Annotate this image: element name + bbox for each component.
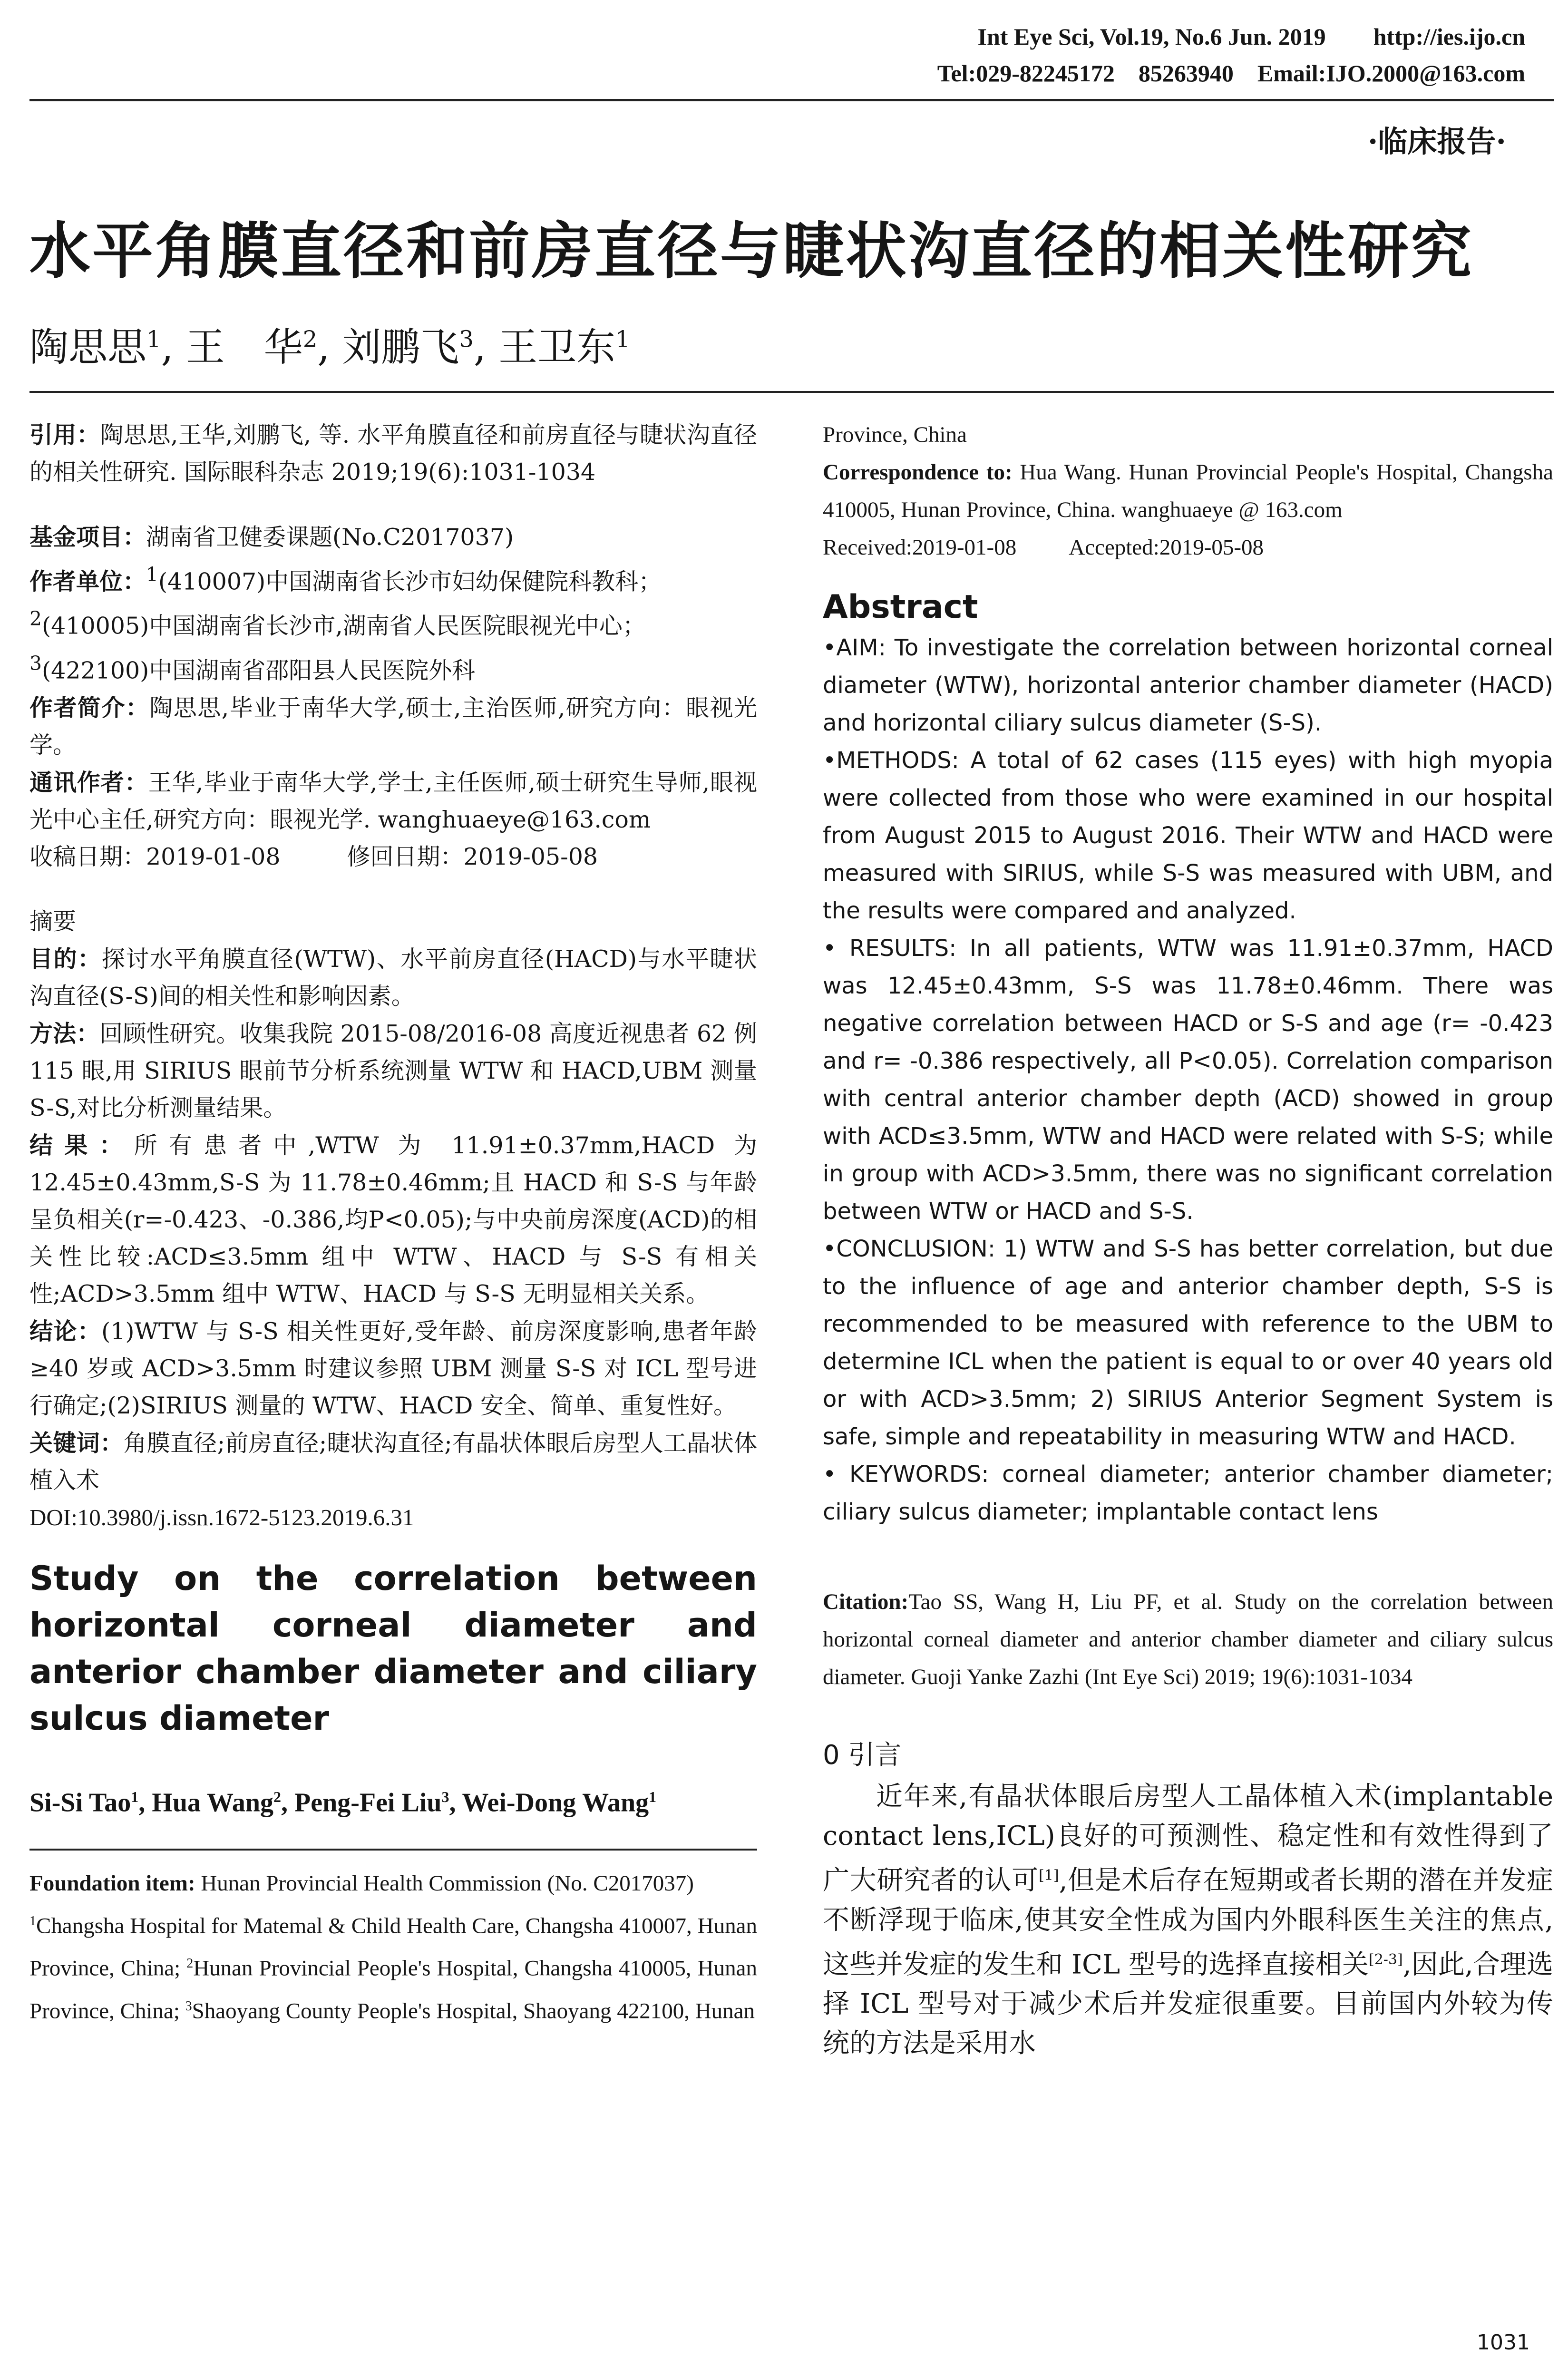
english-corr-text: Hua Wang. Hunan Provincial People's Hospital, Changsha 410005, Hunan Province, China. wanghuaeye @ 163.com <box>823 460 1553 522</box>
citation-cn <box>29 416 757 491</box>
methods-label: 方法： <box>29 1019 100 1047</box>
english-author-mark: 1 <box>649 1788 657 1805</box>
english-author-list: Si-Si Tao$^1$, Hua Wang$^2$, Peng-Fei Liu$^3$, Wei-Dong Wang$^1$ <box>29 1788 657 1818</box>
revised-date: 修回日期：2019-05-08 <box>347 843 598 870</box>
english-author-name: Hua Wang <box>152 1788 274 1818</box>
english-affiliation-3: Shaoyang County People's Hospital, Shaoyang 422100, Hunan <box>192 1998 755 2024</box>
bio-text: 陶思思,毕业于南华大学,硕士,主治医师,研究方向：眼视光学。 <box>29 694 757 759</box>
fund-text: 湖南省卫健委课题(No.C2017037) <box>146 524 514 551</box>
aim-cn <box>29 940 757 1015</box>
section-tag: ·临床报告· <box>1367 124 1506 159</box>
english-keywords: • KEYWORDS: corneal diameter; anterior chamber diameter; ciliary sulcus diameter; implantable contact lens <box>823 1461 1553 1525</box>
correspondence-cn <box>29 764 757 838</box>
results-cn <box>29 1127 757 1313</box>
author-affiliation-mark: 1 <box>146 326 161 353</box>
english-foundation-text: Hunan Provincial Health Commission (No. C2017037) <box>195 1870 694 1896</box>
keywords-cn <box>29 1424 757 1499</box>
introduction-heading: 0 引言 <box>823 1740 902 1771</box>
english-title: Study on the correlation between horizontal corneal diameter and anterior chamber diameter and ciliary sulcus diameter <box>29 1559 757 1738</box>
corr-label: 通讯作者： <box>29 768 148 796</box>
abstract-heading-cn: 摘要 <box>29 907 77 935</box>
header-rule <box>29 99 1554 101</box>
english-affiliation-2: Hunan Provincial People's Hospital, Changsha 410005, Hunan Province, China; <box>29 1956 757 2024</box>
affiliation-2: (410005)中国湖南省长沙市,湖南省人民医院眼视光中心； <box>41 612 646 640</box>
right-column <box>823 416 1553 2063</box>
english-affiliation-continued: Province, China <box>823 422 967 447</box>
left-column <box>29 416 757 2030</box>
english-citation-label: Citation: <box>823 1589 909 1614</box>
english-foundation-label: Foundation item: <box>29 1870 195 1896</box>
conclusion-label: 结论： <box>29 1317 102 1345</box>
english-corr-label: Correspondence to: <box>823 460 1013 485</box>
keywords-text: 角膜直径;前房直径;睫状沟直径;有晶状体眼后房型人工晶状体植入术 <box>29 1429 757 1494</box>
english-affiliation-1: Changsha Hospital for Matemal & Child Health Care, Changsha 410007, Hunan Province, China; <box>29 1913 757 1981</box>
affiliations-cn: 作者单位：$^1$(410007)中国湖南省长沙市妇幼保健院科教科； $^2$(410005)中国湖南省长沙市,湖南省人民医院眼视光中心； $^3$(422100)中国湖南省邵阳县人民医院外科 <box>29 563 662 684</box>
english-results: • RESULTS: In all patients, WTW was 11.91±0.37mm, HACD was 12.45±0.43mm, S-S was 11.78±0.46mm. There was negative correlation between HACD or S-S and age (r= -0.423 and r= -0.386 respectively, all P<0.05). Correlation comparison with central anterior chamber depth (ACD) showed in group with ACD≤3.5mm, WTW and HACD were related with S-S; while in group with ACD>3.5mm, there was no significant correlation between WTW or HACD and S-S. <box>823 935 1553 1225</box>
english-foundation <box>29 1865 757 1902</box>
citation-text: 陶思思,王华,刘鹏飞, 等. 水平角膜直径和前房直径与睫状沟直径的相关性研究. 国际眼科杂志 2019;19(6):1031-1034 <box>29 421 757 486</box>
author-affiliation-mark: 1 <box>615 326 630 353</box>
english-received: Received:2019-01-08 <box>823 535 1017 560</box>
results-label: 结果： <box>29 1131 134 1159</box>
page-number: 1031 <box>1477 2330 1530 2355</box>
introduction-text: 近年来,有晶状体眼后房型人工晶体植入术(implantable contact lens,ICL)良好的可预测性、稳定性和有效性得到了广大研究者的认可[1],但是术后存在短期或者长期的潜在并发症不断浮现于临床,使其安全性成为国内外眼科医生关注的焦点,这些并发症的发生和 ICL 型号的选择直接相关[2-3],因此,合理选择 ICL 型号对于减少术后并发症很重要。目前国内外较为传统的方法是采用水 <box>823 1781 1553 2059</box>
author-name: 陶思思 <box>29 325 147 370</box>
affiliation-3: (422100)中国湖南省邵阳县人民医院外科 <box>41 656 476 684</box>
aim-label: 目的： <box>29 945 102 973</box>
author-name: 刘鹏飞 <box>342 325 459 370</box>
author-bio-cn <box>29 689 757 764</box>
author-name: 王 华 <box>185 325 303 370</box>
english-affiliations: $^1$Changsha Hospital for Matemal & Child Health Care, Changsha 410007, Hunan Province, China; $^2$Hunan Provincial People's Hospital, Changsha 410005, Hunan Province, China; $^3$Shaoyang County People's Hospital, Shaoyang 422100, Hunan <box>29 1913 757 2024</box>
author-name: 王卫东 <box>498 325 616 370</box>
author-affiliation-mark: 2 <box>302 326 318 353</box>
title-rule <box>29 391 1554 393</box>
author-affiliation-mark: 3 <box>459 326 474 353</box>
affiliation-1: (410007)中国湖南省长沙市妇幼保健院科教科； <box>158 568 662 595</box>
english-author-mark: 2 <box>273 1788 282 1805</box>
affiliation-label: 作者单位： <box>29 567 146 595</box>
english-methods: •METHODS: A total of 62 cases (115 eyes) with high myopia were collected from those who were examined in our hospital from August 2015 to August 2016. Their WTW and HACD were measured with SIRIUS, while S-S was measured with UBM, and the results were compared and analyzed. <box>823 747 1553 924</box>
fund-label: 基金项目： <box>29 523 146 551</box>
english-correspondence <box>823 454 1553 529</box>
article-title: 水平角膜直径和前房直径与睫状沟直径的相关性研究 <box>29 215 1474 287</box>
results-text: 所有患者中,WTW 为 11.91±0.37mm,HACD 为 12.45±0.43mm,S-S 为 11.78±0.46mm;且 HACD 和 S-S 与年龄呈负相关(r=-0.423、-0.386,均P<0.05);与中央前房深度(ACD)的相关性比较:ACD≤3.5mm 组中 WTW、HACD 与 S-S 有相关性;ACD>3.5mm 组中 WTW、HACD 与 S-S 无明显相关关系。 <box>29 1131 757 1307</box>
reference-mark: [2-3] <box>1369 1951 1403 1968</box>
author-list: 陶思思$^1$, 王 华$^2$, 刘鹏飞$^3$, 王卫东$^1$ <box>29 325 630 370</box>
english-author-mark: 1 <box>131 1788 139 1805</box>
corr-text: 王华,毕业于南华大学,学士,主任医师,硕士研究生导师,眼视光中心主任,研究方向：眼视光学. wanghuaeye@163.com <box>29 769 757 833</box>
received-date: 收稿日期：2019-01-08 <box>29 843 281 870</box>
methods-cn <box>29 1015 757 1127</box>
keywords-label: 关键词： <box>29 1429 124 1457</box>
english-citation-text: Tao SS, Wang H, Liu PF, et al. Study on the correlation between horizontal corneal diameter and anterior chamber diameter and ciliary sulcus diameter. Guoji Yanke Zazhi (Int Eye Sci) 2019; 19(6):1031-1034 <box>823 1589 1553 1689</box>
fund-cn <box>29 518 757 556</box>
english-aim: •AIM: To investigate the correlation between horizontal corneal diameter (WTW), horizontal anterior chamber diameter (HACD) and horizontal ciliary sulcus diameter (S-S). <box>823 634 1553 736</box>
english-author-name: Si-Si Tao <box>29 1788 131 1818</box>
conclusion-text: (1)WTW 与 S-S 相关性更好,受年龄、前房深度影响,患者年龄≥40 岁或 ACD>3.5mm 时建议参照 UBM 测量 S-S 对 ICL 型号进行确定;(2)SIRIUS 测量的 WTW、HACD 安全、简单、重复性好。 <box>29 1317 757 1419</box>
journal-header-line2: Tel:029-82245172 85263940 Email:IJO.2000@163.com <box>937 60 1525 87</box>
english-author-name: Peng-Fei Liu <box>294 1788 442 1818</box>
english-author-name: Wei-Dong Wang <box>462 1788 649 1818</box>
methods-text: 回顾性研究。收集我院 2015-08/2016-08 高度近视患者 62 例 115 眼,用 SIRIUS 眼前节分析系统测量 WTW 和 HACD,UBM 测量 S-S,对比分析测量结果。 <box>29 1020 757 1121</box>
english-dates <box>823 529 1553 566</box>
journal-header-line1: Int Eye Sci, Vol.19, No.6 Jun. 2019 http://ies.ijo.cn <box>977 23 1525 50</box>
reference-mark: [1] <box>1039 1867 1059 1884</box>
bio-label: 作者简介： <box>29 693 150 721</box>
english-citation <box>823 1583 1553 1696</box>
dates-cn <box>29 838 757 876</box>
english-abstract-heading: Abstract <box>823 588 978 626</box>
english-accepted: Accepted:2019-05-08 <box>1069 535 1264 560</box>
doi: DOI:10.3980/j.issn.1672-5123.2019.6.31 <box>29 1504 414 1530</box>
english-conclusion: •CONCLUSION: 1) WTW and S-S has better correlation, but due to the influence of age and anterior chamber depth, S-S is recommended to be measured with reference to the UBM to determine ICL when the patient is equal to or over 40 years old or with ACD>3.5mm; 2) SIRIUS Anterior Segment System is safe, simple and repeatability in measuring WTW and HACD. <box>823 1236 1553 1450</box>
english-author-mark: 3 <box>441 1788 449 1805</box>
conclusion-cn <box>29 1313 757 1424</box>
aim-text: 探讨水平角膜直径(WTW)、水平前房直径(HACD)与水平睫状沟直径(S-S)间的相关性和影响因素。 <box>29 945 757 1010</box>
citation-label: 引用： <box>29 421 100 448</box>
english-author-rule <box>29 1849 757 1851</box>
